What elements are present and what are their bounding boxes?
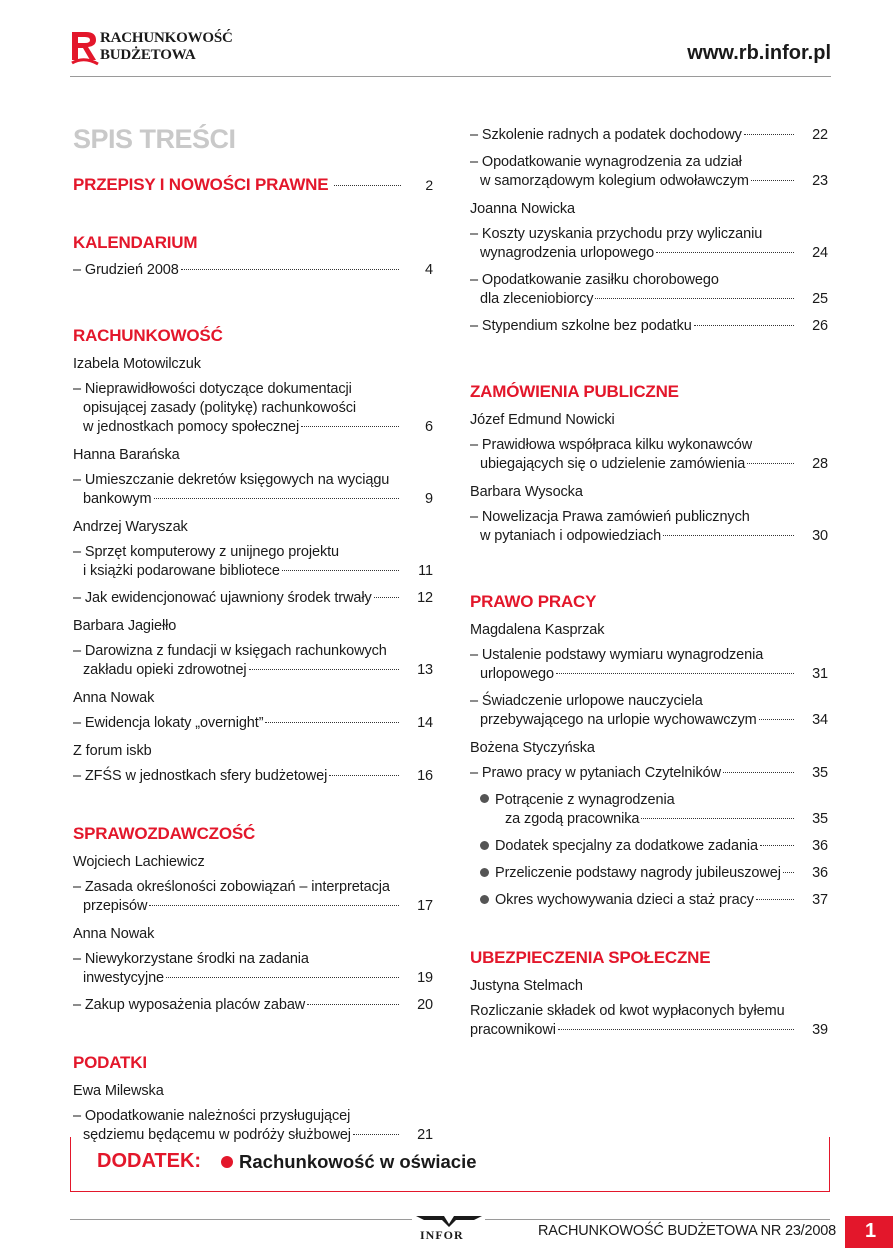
logo-line1: RACHUNKOWOŚĆ [100,30,233,46]
toc-subentry[interactable]: Przeliczenie podstawy nagrody jubileuszowej 36 [470,864,828,883]
toc-entry[interactable]: – Darowizna z fundacji w księgach rachunkowych zakładu opieki zdrowotnej 13 [73,643,433,678]
journal-issue: RACHUNKOWOŚĆ BUDŻETOWA NR 23/2008 [538,1223,836,1239]
author: Andrzej Waryszak [73,519,188,535]
toc-entry[interactable]: – Zasada określoności zobowiązań – interpretacja przepisów 17 [73,879,433,914]
publisher-name: INFOR [420,1228,464,1242]
toc-entry[interactable]: Rozliczanie składek od kwot wypłaconych byłemu pracownikowi 39 [470,1003,828,1038]
section-title: PRZEPISY I NOWOŚCI PRAWNE [73,175,329,194]
author: Magdalena Kasprzak [470,622,605,638]
infor-logo [414,1214,484,1242]
section-kalendarium: KALENDARIUM [73,233,198,252]
page-number-badge: 1 [845,1216,893,1248]
author: Wojciech Lachiewicz [73,854,205,870]
toc-entry[interactable]: – Opodatkowanie należności przysługującej sędziemu będącemu w podróży służbowej 21 [73,1108,433,1143]
section-przepisy[interactable] [73,175,433,195]
addendum-label: DODATEK: [97,1150,202,1172]
toc-entry[interactable]: – Prawidłowa współpraca kilku wykonawców ubiegających się o udzielenie zamówienia 28 [470,437,828,472]
author: Z forum iskb [73,743,152,759]
toc-subentry[interactable]: Okres wychowywania dzieci a staż pracy 37 [470,891,828,910]
bullet-icon [480,794,489,803]
toc-entry[interactable]: – Prawo pracy w pytaniach Czytelników 35 [470,765,828,781]
bullet-icon [480,868,489,877]
bullet-icon [221,1156,233,1168]
section-rachunkowosc: RACHUNKOWOŚĆ [73,326,223,345]
author: Justyna Stelmach [470,978,583,994]
toc-title: SPIS TREŚCI [73,124,236,154]
page-header [0,0,893,80]
author: Anna Nowak [73,690,155,706]
author: Barbara Wysocka [470,484,583,500]
rb-logo-mark-icon [70,28,100,68]
toc-entry[interactable]: – Opodatkowanie wynagrodzenia za udział w samorządowym kolegium odwoławczym 23 [470,154,828,189]
author: Izabela Motowilczuk [73,356,201,372]
addendum-title: Rachunkowość w oświacie [239,1151,477,1172]
author: Bożena Styczyńska [470,740,595,756]
toc-entry[interactable]: – Szkolenie radnych a podatek dochodowy 22 [470,127,828,143]
toc-entry[interactable]: – Świadczenie urlopowe nauczyciela przebywającego na urlopie wychowawczym 34 [470,693,828,728]
logo-line2: BUDŻETOWA [100,47,196,63]
section-ubezpieczenia: UBEZPIECZENIA SPOŁECZNE [470,948,711,967]
bullet-icon [480,841,489,850]
toc-entry[interactable]: – Umieszczanie dekretów księgowych na wyciągu bankowym 9 [73,472,433,507]
header-divider [70,76,831,77]
toc-entry[interactable]: – Zakup wyposażenia placów zabaw 20 [73,997,433,1013]
toc-entry[interactable]: – Ustalenie podstawy wymiaru wynagrodzenia urlopowego 31 [470,647,828,682]
toc-entry[interactable]: – Nowelizacja Prawa zamówień publicznych w pytaniach i odpowiedziach 30 [470,509,828,544]
site-url[interactable]: www.rb.infor.pl [687,42,831,64]
author: Hanna Barańska [73,447,180,463]
infor-wings-icon [414,1214,484,1228]
section-zamowienia: ZAMÓWIENIA PUBLICZNE [470,382,679,401]
toc-entry[interactable]: – Sprzęt komputerowy z unijnego projektu i książki podarowane bibliotece 11 [73,544,433,579]
toc-subentry[interactable]: Potrącenie z wynagrodzenia za zgodą pracownika 35 [470,791,828,829]
author: Anna Nowak [73,926,155,942]
toc-entry[interactable]: – Stypendium szkolne bez podatku 26 [470,318,828,334]
author: Joanna Nowicka [470,201,575,217]
toc-entry[interactable]: – Koszty uzyskania przychodu przy wyliczaniu wynagrodzenia urlopowego 24 [470,226,828,261]
leader-dots [334,185,401,186]
author: Józef Edmund Nowicki [470,412,615,428]
section-sprawozdawczosc: SPRAWOZDAWCZOŚĆ [73,824,256,843]
footer-divider-right [485,1219,830,1220]
rb-logo-text [100,30,233,64]
toc-subentry[interactable]: Dodatek specjalny za dodatkowe zadania 36 [470,837,828,856]
toc-entry[interactable]: – Niewykorzystane środki na zadania inwestycyjne 19 [73,951,433,986]
toc-entry[interactable]: – ZFŚS w jednostkach sfery budżetowej 16 [73,768,433,784]
toc-entry[interactable]: – Jak ewidencjonować ujawniony środek trwały 12 [73,590,433,606]
toc-entry[interactable]: – Opodatkowanie zasiłku chorobowego dla zleceniobiorcy 25 [470,272,828,307]
rb-logo [70,28,233,68]
toc-right-column [470,126,828,1048]
author: Ewa Milewska [73,1083,164,1099]
toc-entry[interactable]: – Nieprawidłowości dotyczące dokumentacji opisującej zasady (politykę) rachunkowości w jednostkach pomocy społecznej 6 [73,381,433,435]
bullet-icon [480,895,489,904]
addendum-box[interactable] [70,1137,830,1192]
toc-entry[interactable]: – Grudzień 2008 4 [73,262,433,278]
footer-divider-left [70,1219,412,1220]
toc-entry[interactable]: – Ewidencja lokaty „overnight” 14 [73,715,433,731]
section-podatki: PODATKI [73,1053,147,1072]
section-prawo-pracy: PRAWO PRACY [470,592,597,611]
page-ref: 2 [425,177,433,193]
author: Barbara Jagiełło [73,618,177,634]
toc-left-column [73,120,433,1153]
